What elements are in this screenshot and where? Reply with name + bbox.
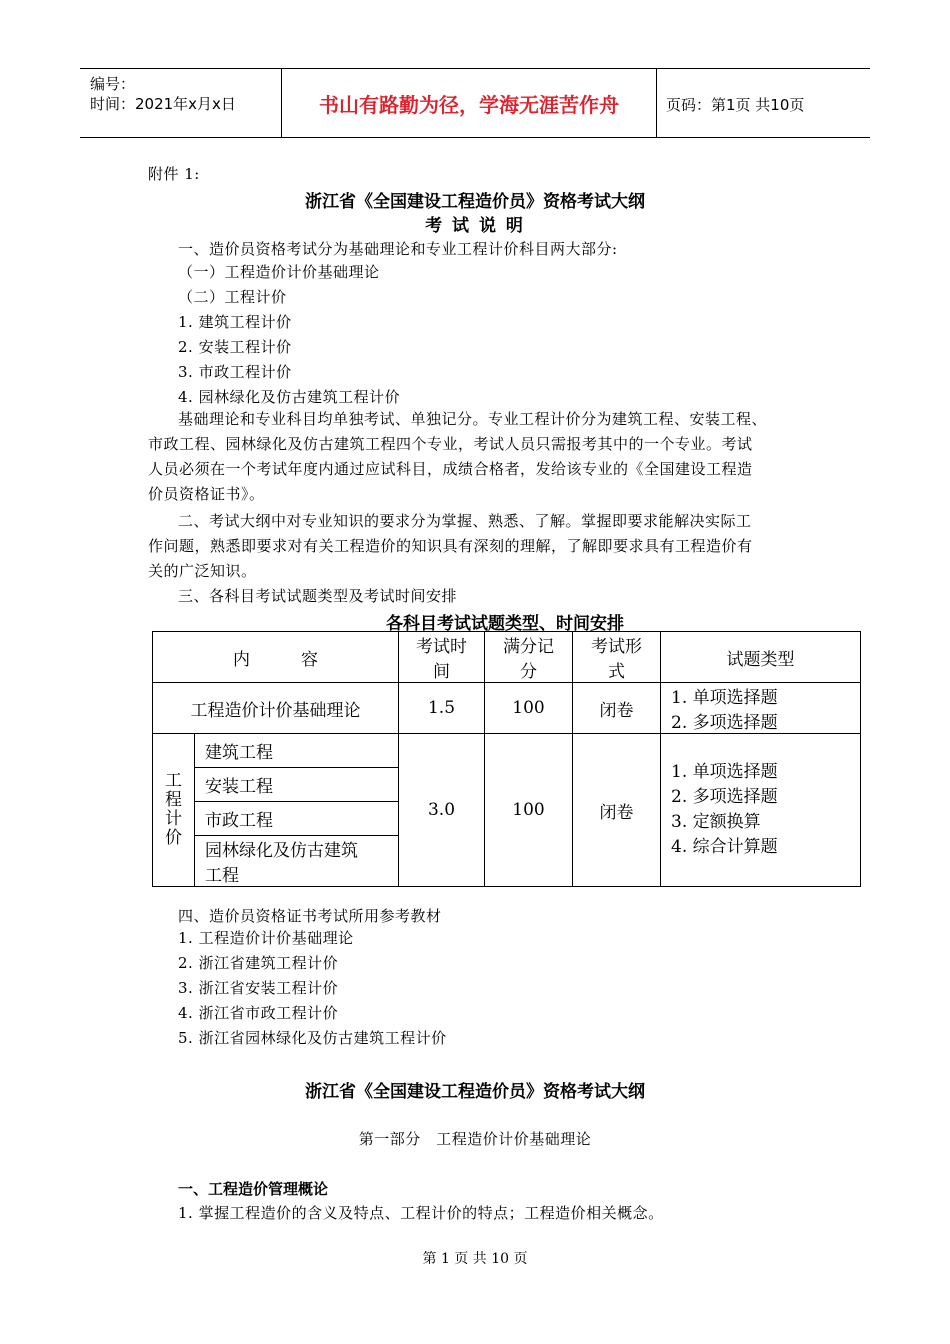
list-item: 2. 浙江省建筑工程计价 — [178, 954, 339, 972]
row1-form: 闭卷 — [573, 683, 661, 734]
table-row — [153, 683, 861, 734]
header-motto: 书山有路勤为径，学海无涯苦作舟 — [319, 93, 619, 117]
list-item: （二）工程计价 — [178, 288, 287, 306]
row2-types: 1. 单项选择题 2. 多项选择题 3. 定额换算 4. 综合计算题 — [661, 734, 861, 887]
section1-intro: 一、造价员资格考试分为基础理论和专业工程计价科目两大部分: — [178, 240, 618, 258]
subject-cell: 安装工程 — [195, 768, 399, 802]
paragraph-line: 作问题，熟悉即要求对有关工程造价的知识具有深刻的理解，了解即要求具有工程造价有 — [148, 537, 753, 555]
section3-heading: 三、各科目考试试题类型及考试时间安排 — [178, 587, 458, 605]
list-item: （一）工程造价计价基础理论 — [178, 263, 380, 281]
list-item: 1. 工程造价计价基础理论 — [178, 929, 354, 947]
row1-content: 工程造价计价基础理论 — [153, 683, 399, 734]
document-number-label: 编号： — [90, 75, 136, 93]
document-header — [80, 68, 870, 138]
syllabus-item: 1. 掌握工程造价的含义及特点、工程计价的特点；工程造价相关概念。 — [178, 1204, 664, 1222]
chapter-heading: 一、工程造价管理概论 — [178, 1180, 329, 1198]
row2-form: 闭卷 — [573, 734, 661, 887]
exam-schedule-table — [152, 631, 861, 887]
page-footer: 第 1 页 共 10 页 — [422, 1251, 528, 1267]
list-item: 4. 浙江省市政工程计价 — [178, 1004, 339, 1022]
header-type: 试题类型 — [661, 632, 861, 683]
syllabus-title: 浙江省《全国建设工程造价员》资格考试大纲 — [305, 1082, 645, 1102]
subject-cell: 建筑工程 — [195, 734, 399, 768]
header-content: 内 容 — [153, 632, 399, 683]
paragraph-line: 人员必须在一个考试年度内通过应试科目，成绩合格者，发给该专业的《全国建设工程造 — [148, 460, 753, 478]
list-item: 3. 浙江省安装工程计价 — [178, 979, 339, 997]
row2-time: 3.0 — [399, 734, 485, 887]
subject-cell: 市政工程 — [195, 802, 399, 836]
list-item: 5. 浙江省园林绿化及仿古建筑工程计价 — [178, 1029, 447, 1047]
row2-score: 100 — [485, 734, 573, 887]
paragraph-line: 市政工程、园林绿化及仿古建筑工程四个专业，考试人员只需报考其中的一个专业。考试 — [148, 435, 753, 453]
row2-group: 工 程 计 价 — [153, 734, 195, 887]
row1-time: 1.5 — [399, 683, 485, 734]
header-score: 满分记 分 — [485, 632, 573, 683]
header-form: 考试形 式 — [573, 632, 661, 683]
row1-score: 100 — [485, 683, 573, 734]
document-title: 浙江省《全国建设工程造价员》资格考试大纲 — [305, 192, 645, 212]
document-date: 时间：2021年x月x日 — [90, 95, 236, 113]
list-item: 2. 安装工程计价 — [178, 338, 292, 356]
section1-list — [178, 260, 400, 410]
list-item: 1. 建筑工程计价 — [178, 313, 292, 331]
list-item: 4. 园林绿化及仿古建筑工程计价 — [178, 388, 401, 406]
attachment-label: 附件 1: — [148, 165, 200, 183]
row1-types: 1. 单项选择题 2. 多项选择题 — [661, 683, 861, 734]
part-heading: 第一部分 工程造价计价基础理论 — [358, 1130, 592, 1148]
paragraph-line: 价员资格证书》。 — [148, 485, 265, 503]
paragraph-line: 关的广泛知识。 — [148, 562, 257, 580]
table-row — [153, 734, 861, 768]
section4-intro: 四、造价员资格证书考试所用参考教材 — [178, 907, 442, 925]
list-item: 3. 市政工程计价 — [178, 363, 292, 381]
table-caption: 各科目考试试题类型、时间安排 — [386, 614, 624, 634]
paragraph-line: 基础理论和专业科目均单独考试、单独记分。专业工程计价分为建筑工程、安装工程、 — [178, 410, 768, 428]
paragraph-line: 二、考试大纲中对专业知识的要求分为掌握、熟悉、了解。掌握即要求能解决实际工 — [178, 512, 752, 530]
header-time: 考试时 间 — [399, 632, 485, 683]
table-header-row — [153, 632, 861, 683]
exam-notes-title: 考 试 说 明 — [425, 216, 525, 236]
subject-cell: 园林绿化及仿古建筑 工程 — [195, 836, 399, 887]
section4-list — [178, 926, 447, 1051]
page-code: 页码：第1页 共10页 — [666, 96, 805, 114]
